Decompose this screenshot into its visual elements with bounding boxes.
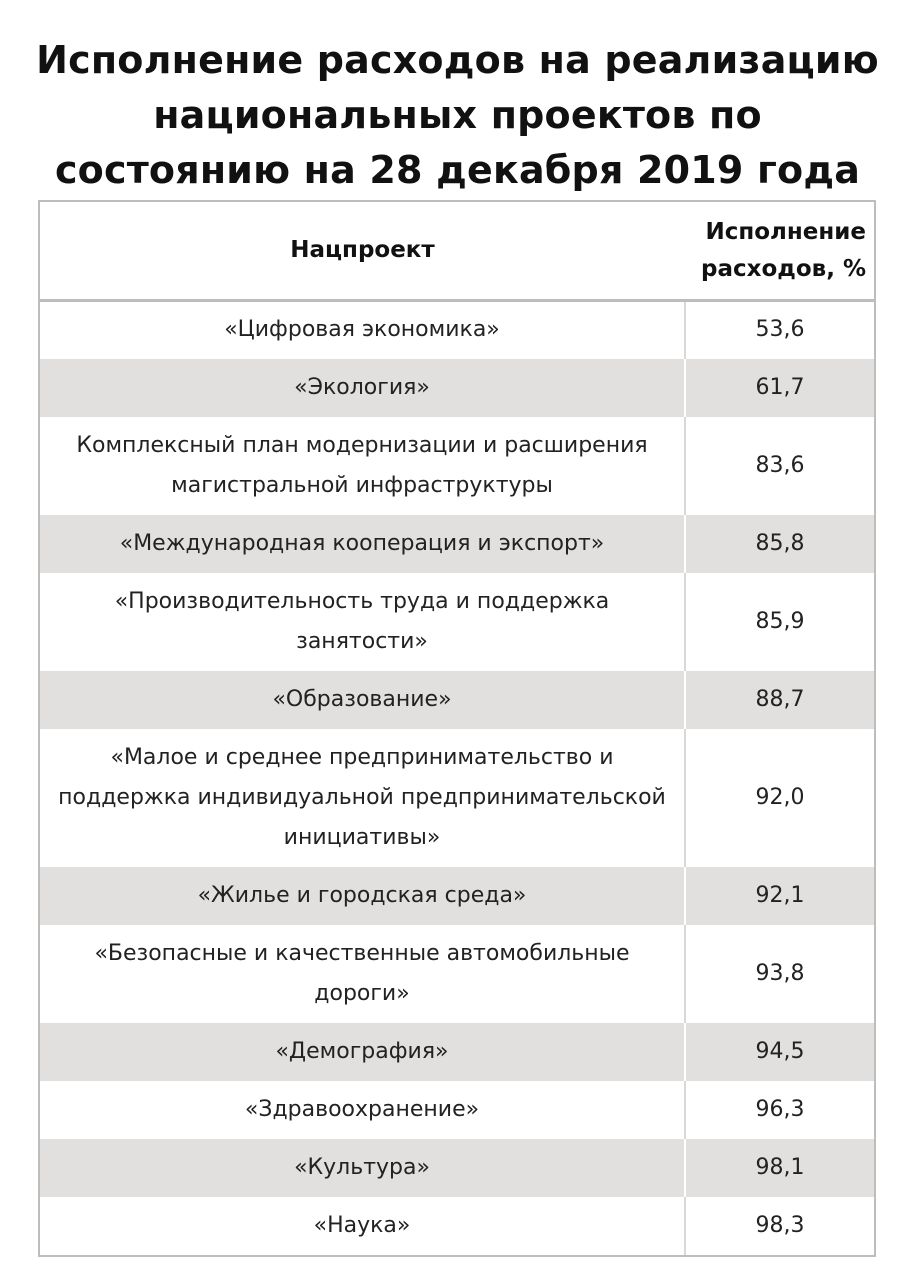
title-line-2: национальных проектов по [153,93,762,138]
execution-value: 98,1 [685,1139,874,1197]
project-name: «Образование» [40,671,685,729]
header-execution-line-2: расходов, % [701,255,866,282]
execution-value: 93,8 [685,925,874,1023]
execution-value: 92,1 [685,867,874,925]
project-name: «Демография» [40,1023,685,1081]
execution-value: 94,5 [685,1023,874,1081]
execution-value: 53,6 [685,301,874,359]
project-name: «Безопасные и качественные автомобильные дороги» [94,940,630,1006]
table-row [40,1197,874,1255]
table-row [40,1139,874,1197]
page-title [0,33,915,198]
execution-value: 98,3 [685,1197,874,1255]
execution-value: 83,6 [685,417,874,515]
table-row [40,1081,874,1139]
execution-value: 85,8 [685,515,874,573]
project-name: «Наука» [313,1212,411,1238]
title-line-3: состоянию на 28 декабря 2019 года [54,148,861,193]
project-name: «Жилье и городская среда» [40,867,685,925]
execution-value: 96,3 [685,1081,874,1139]
title-line-1: Исполнение расходов на реализацию [36,38,879,83]
projects-table-container [38,200,876,1257]
header-execution [685,202,874,301]
table-row [40,417,874,515]
table-row [40,359,874,417]
table-header-row [40,202,874,301]
table-row [40,729,874,867]
header-execution-line-1: Исполнение [705,218,866,245]
table-row [40,515,874,573]
project-name: «Малое и среднее предпринимательство и поддержка индивидуальной предпринимательской инициативы» [58,744,666,850]
execution-value: 85,9 [685,573,874,671]
table-row [40,573,874,671]
project-name: «Международная кооперация и экспорт» [40,515,685,573]
table-row [40,867,874,925]
execution-value: 88,7 [685,671,874,729]
table-row [40,301,874,359]
table-row [40,1023,874,1081]
project-name: «Цифровая экономика» [224,317,500,343]
project-name: «Экология» [40,359,685,417]
projects-table [40,202,874,1255]
execution-value: 61,7 [685,359,874,417]
header-project: Нацпроект [40,202,685,301]
project-name: «Культура» [40,1139,685,1197]
project-name: «Здравоохранение» [244,1096,480,1122]
table-row [40,925,874,1023]
table-row [40,671,874,729]
project-name: Комплексный план модернизации и расширения магистральной инфраструктуры [76,432,648,498]
execution-value: 92,0 [685,729,874,867]
project-name: «Производительность труда и поддержка занятости» [114,588,610,654]
